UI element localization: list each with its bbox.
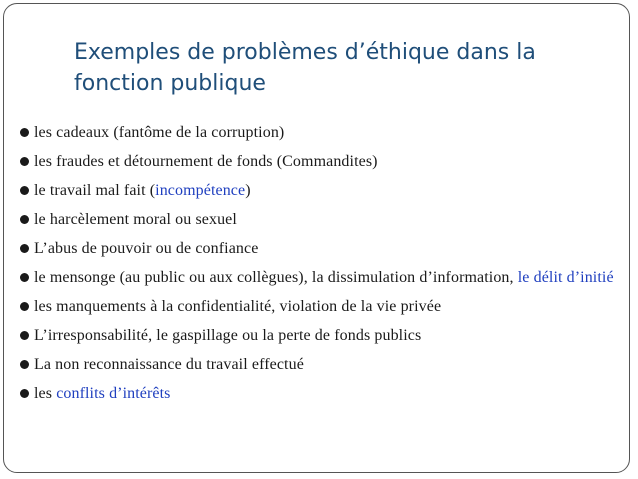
- slide-title: Exemples de problèmes d’éthique dans la fonction publique: [74, 40, 536, 96]
- bullet-text: [34, 178, 632, 204]
- bullet-text: L’abus de pouvoir ou de confiance: [34, 240, 259, 257]
- bullet-text: le harcèlement moral ou sexuel: [34, 211, 237, 228]
- bullet-text: les cadeaux (fantôme de la corruption): [34, 124, 285, 141]
- list-item: [20, 381, 632, 407]
- bullet-icon: [20, 244, 29, 253]
- highlighted-term: incompétence: [155, 182, 246, 199]
- bullet-icon: [20, 273, 29, 282]
- list-item: [20, 178, 632, 204]
- list-item: [20, 265, 632, 291]
- bullet-text-before: les: [34, 385, 57, 402]
- bullet-text-before: le travail mal fait (: [34, 182, 156, 199]
- bullet-text: les fraudes et détournement de fonds (Commandites): [34, 153, 378, 170]
- bullet-list: [20, 120, 632, 410]
- list-item: [20, 236, 632, 262]
- highlighted-term: conflits d’intérêts: [56, 385, 171, 402]
- bullet-icon: [20, 360, 29, 369]
- bullet-text-after: ): [245, 182, 251, 199]
- list-item: [20, 323, 632, 349]
- bullet-icon: [20, 128, 29, 137]
- list-item: [20, 352, 632, 378]
- list-item: [20, 294, 632, 320]
- bullet-icon: [20, 302, 29, 311]
- bullet-text-before: le mensonge (au public ou aux collègues), la dissimulation d’information,: [34, 269, 518, 286]
- bullet-icon: [20, 157, 29, 166]
- slide-frame: [3, 3, 630, 473]
- bullet-text: [34, 265, 632, 291]
- bullet-text: les manquements à la confidentialité, violation de la vie privée: [34, 298, 442, 315]
- bullet-text: La non reconnaissance du travail effectué: [34, 356, 304, 373]
- list-item: [20, 120, 632, 146]
- bullet-icon: [20, 215, 29, 224]
- bullet-text: L’irresponsabilité, le gaspillage ou la perte de fonds publics: [34, 327, 422, 344]
- highlighted-term: le délit d’initié: [517, 269, 614, 286]
- bullet-icon: [20, 186, 29, 195]
- bullet-icon: [20, 389, 29, 398]
- list-item: [20, 149, 632, 175]
- list-item: [20, 207, 632, 233]
- bullet-text: [34, 381, 632, 407]
- bullet-icon: [20, 331, 29, 340]
